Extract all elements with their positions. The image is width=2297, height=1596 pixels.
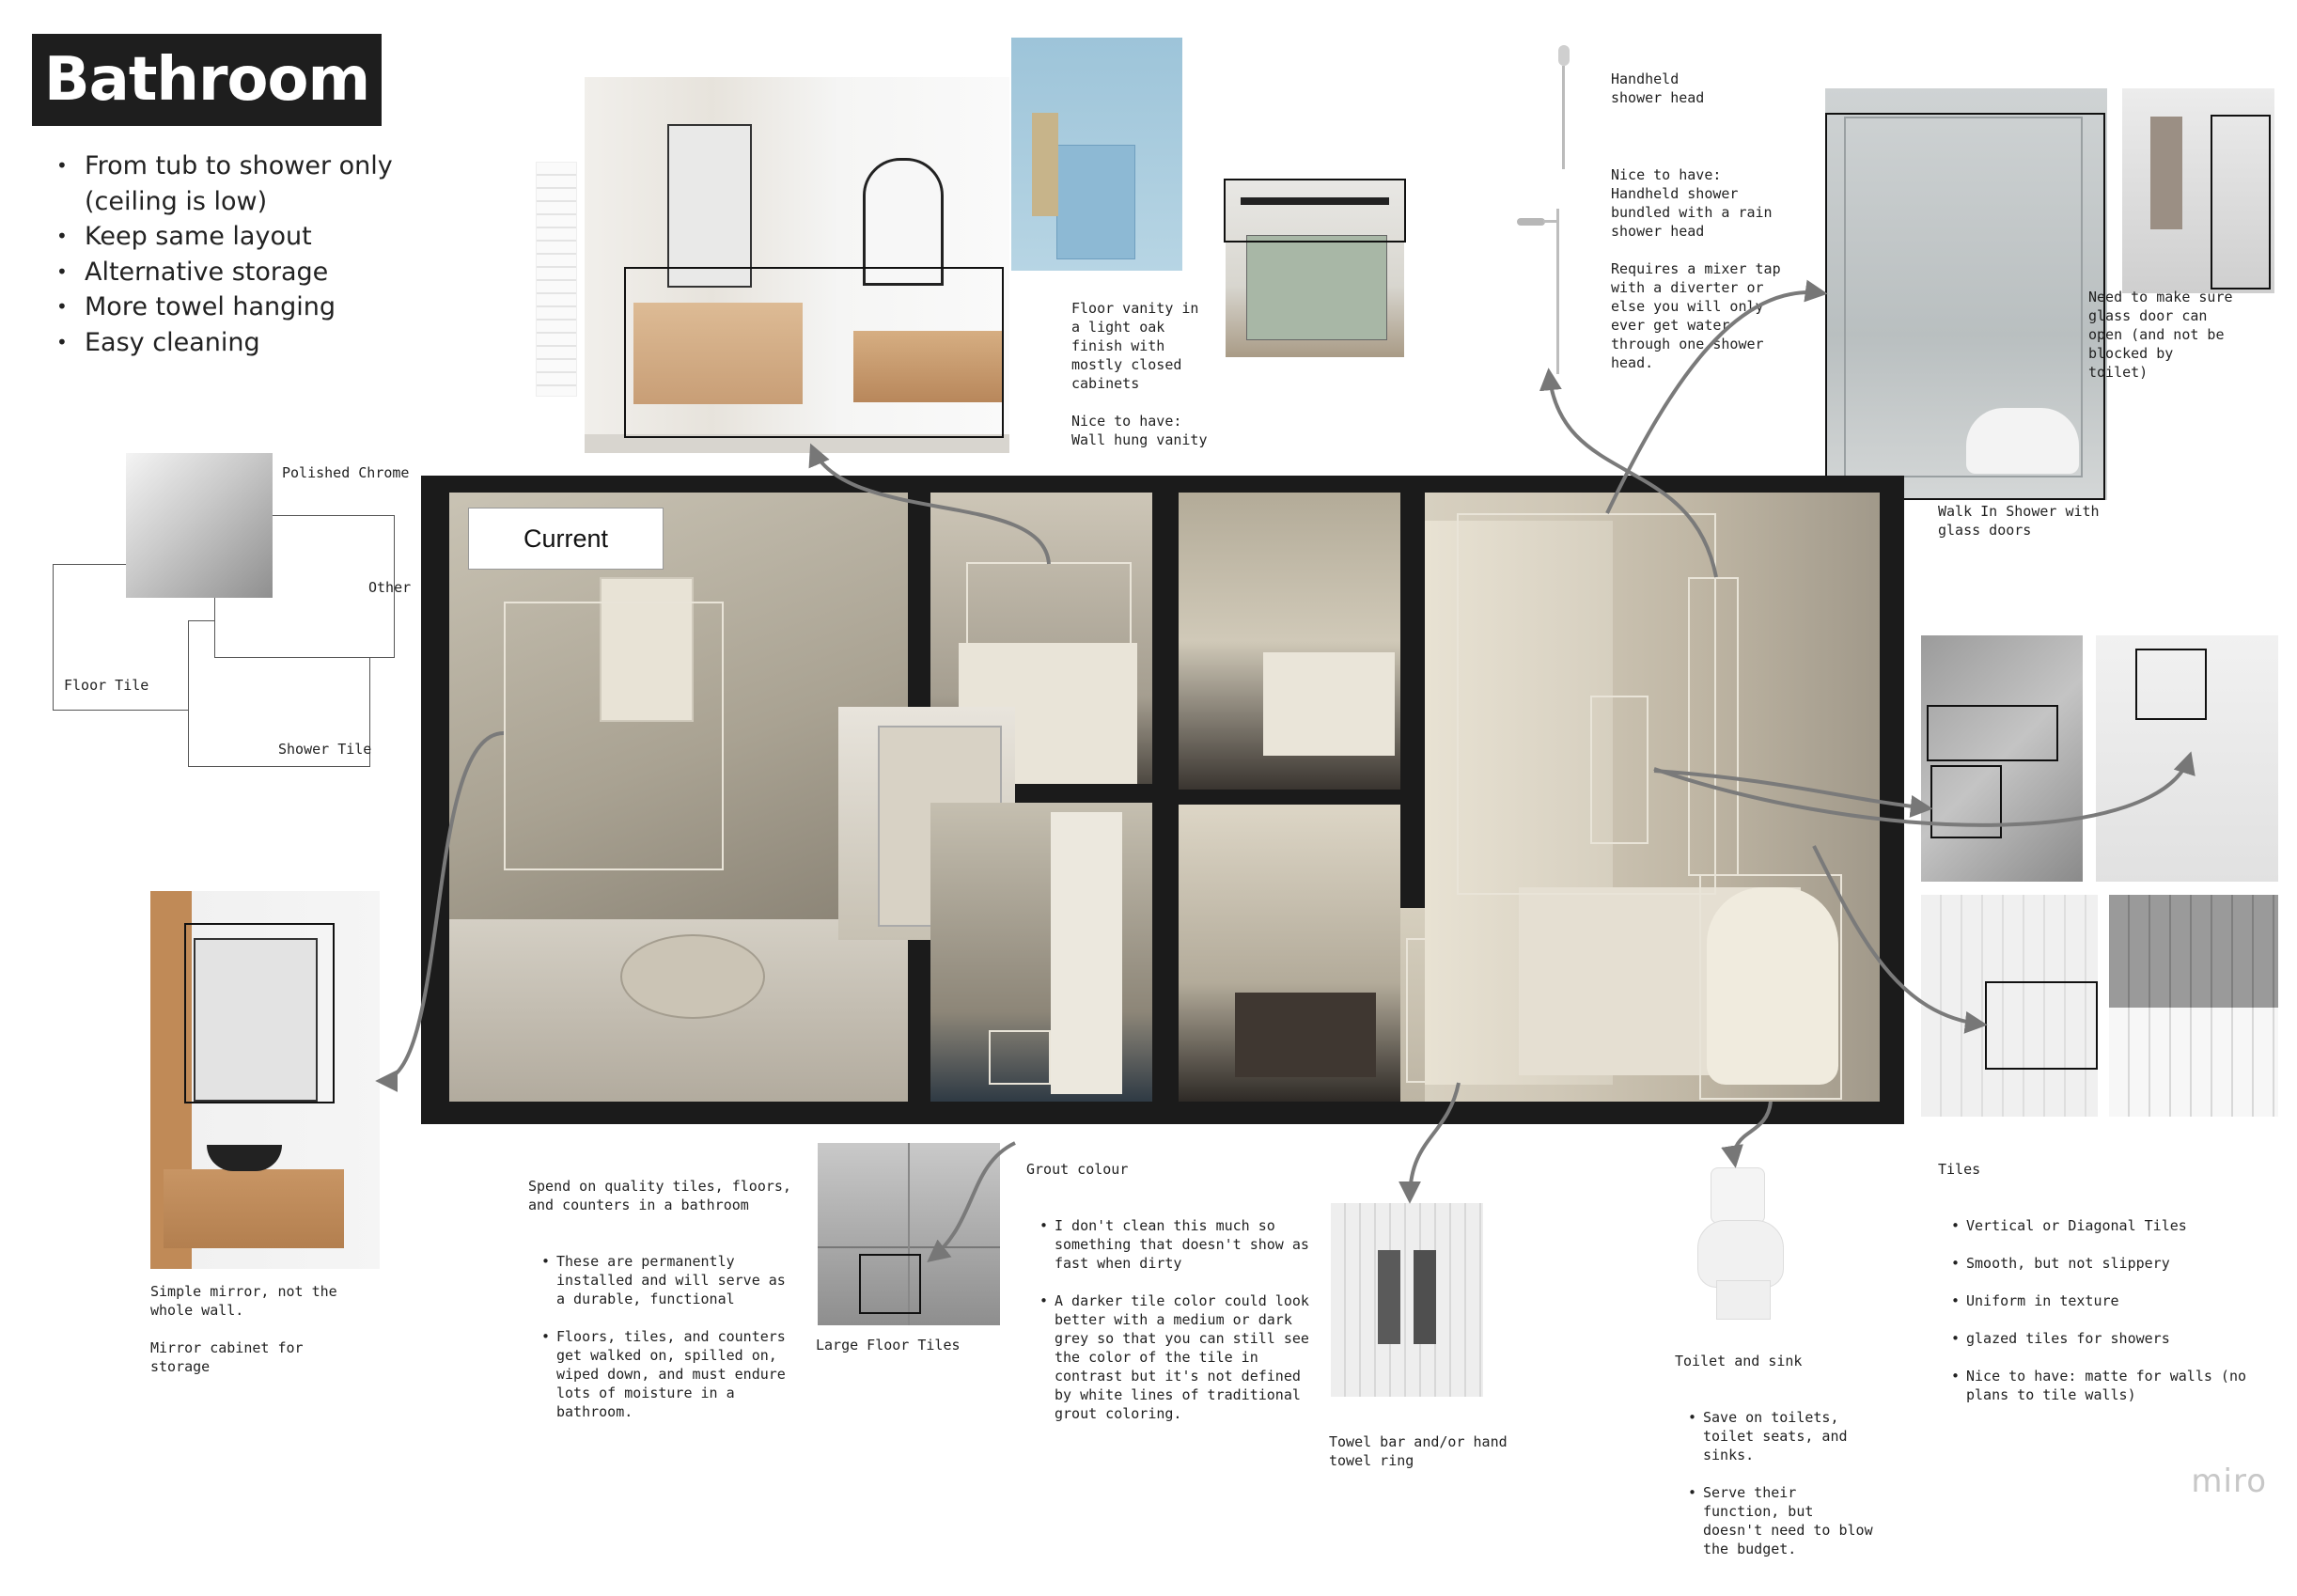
large-floor-highlight-box [859, 1254, 921, 1314]
grout-note [1026, 1141, 1327, 1461]
vanity-note: Floor vanity in a light oak finish with mostly closed cabinets Nice to have: Wall hung vanity [1071, 300, 1208, 448]
tiles-point: • Nice to have: matte for walls (no plans to tile walls) [1966, 1367, 2258, 1404]
quality-points [528, 1233, 829, 1440]
tiles-point: • glazed tiles for showers [1966, 1329, 2258, 1348]
grout-point: • I don't clean this much so something that doesn't show as fast when dirty [1055, 1216, 1327, 1273]
goal-item: • From tub to shower only (ceiling is low) [56, 149, 451, 219]
tile-wall-highlight-box [1590, 696, 1649, 844]
tiles-title: Tiles [1938, 1161, 1981, 1178]
quality-note [528, 1158, 829, 1459]
tiles-point: • Uniform in texture [1966, 1291, 2258, 1310]
stacked-tiles-photo[interactable] [2109, 895, 2278, 1117]
toilet-note [1675, 1333, 1891, 1596]
miro-logo: miro [2191, 1463, 2267, 1500]
wall-vanity-photo[interactable] [1011, 38, 1182, 271]
toilet-highlight-box [1699, 874, 1842, 1100]
towel-note: Towel bar and/or hand towel ring [1329, 1433, 1508, 1469]
mirror-cabinet-highlight-box [184, 923, 335, 1103]
fixture-highlight-box [1930, 765, 2002, 838]
goals-list [56, 149, 451, 360]
toilet-point: • Save on toilets, toilet seats, and sinks. [1703, 1408, 1891, 1464]
vanity-highlight-box [624, 267, 1004, 438]
quality-intro: Spend on quality tiles, floors, and counters in a bathroom [528, 1178, 791, 1213]
tiles-point: • Smooth, but not slippery [1966, 1254, 2258, 1273]
goal-item: • Keep same layout [56, 219, 451, 255]
shower-head-note: Nice to have: Handheld shower bundled with a rain shower head Requires a mixer tap with a diverter or else you will only ever get water through one shower head. [1611, 166, 1781, 371]
tiles-note [1938, 1141, 2258, 1442]
shower-area-highlight-box [1457, 513, 1716, 895]
large-floor-tiles-label: Large Floor Tiles [816, 1337, 961, 1353]
floor-tile-label: Floor Tile [64, 677, 149, 694]
board-title: Bathroom [32, 34, 382, 126]
tiles-point: • Vertical or Diagonal Tiles [1966, 1216, 2258, 1235]
article-thumbnail[interactable] [536, 162, 577, 397]
grout-points [1026, 1197, 1327, 1442]
toilet-points [1675, 1389, 1891, 1577]
other-label: Other [368, 579, 412, 596]
current-towel-photo[interactable] [1179, 805, 1400, 1102]
niche-highlight-box [1927, 705, 2058, 761]
shower-niche-highlight-box [2135, 649, 2207, 720]
polished-chrome-label: Polished Chrome [282, 464, 410, 481]
mirror-highlight-box [504, 602, 724, 870]
toilet-title: Toilet and sink [1675, 1353, 1803, 1369]
glass-door-note: Need to make sure glass door can open (and not be blocked by toilet) [2088, 289, 2233, 381]
polished-chrome-swatch[interactable] [126, 453, 273, 598]
glass-door-highlight-box [2211, 115, 2271, 289]
toilet-point: • Serve their function, but doesn't need to blow the budget. [1703, 1483, 1891, 1558]
current-overview-photo[interactable] [1179, 493, 1400, 790]
goal-item: • Easy cleaning [56, 325, 451, 361]
white-tiles-highlight-box [1985, 981, 2098, 1070]
handheld-shower-head-title: Handheld shower head [1611, 70, 1705, 106]
floor-highlight-box [989, 1030, 1051, 1085]
light-highlight-box [1224, 179, 1406, 243]
goal-item: • Alternative storage [56, 255, 451, 290]
quality-point: • Floors, tiles, and counters get walked on, spilled on, wiped down, and must endure lots of moisture in a bathroom. [556, 1327, 829, 1421]
rain-shower-set-image[interactable] [1517, 209, 1573, 374]
current-label: Current [468, 508, 664, 570]
mirror-note: Simple mirror, not the whole wall. Mirror cabinet for storage [150, 1283, 337, 1375]
quality-point: • These are permanently installed and will serve as a durable, functional [556, 1252, 829, 1308]
shower-tile-label: Shower Tile [278, 741, 372, 758]
grout-point: • A darker tile color could look better with a medium or dark grey so that you can still see the color of the tile in contrast but it's not defined by white lines of traditional grout coloring. [1055, 1291, 1327, 1423]
handheld-shower-head-image[interactable] [1551, 45, 1575, 171]
walk-in-shower-label: Walk In Shower with glass doors [1938, 503, 2100, 539]
toilet-image[interactable] [1688, 1167, 1805, 1320]
grout-title: Grout colour [1026, 1161, 1129, 1178]
walk-in-shower-highlight-box [1825, 113, 2105, 500]
goal-item: • More towel hanging [56, 289, 451, 325]
towel-hook-photo[interactable] [1331, 1203, 1483, 1397]
tiles-points [1938, 1197, 2258, 1423]
shower-caddy-highlight-box [1688, 577, 1739, 876]
